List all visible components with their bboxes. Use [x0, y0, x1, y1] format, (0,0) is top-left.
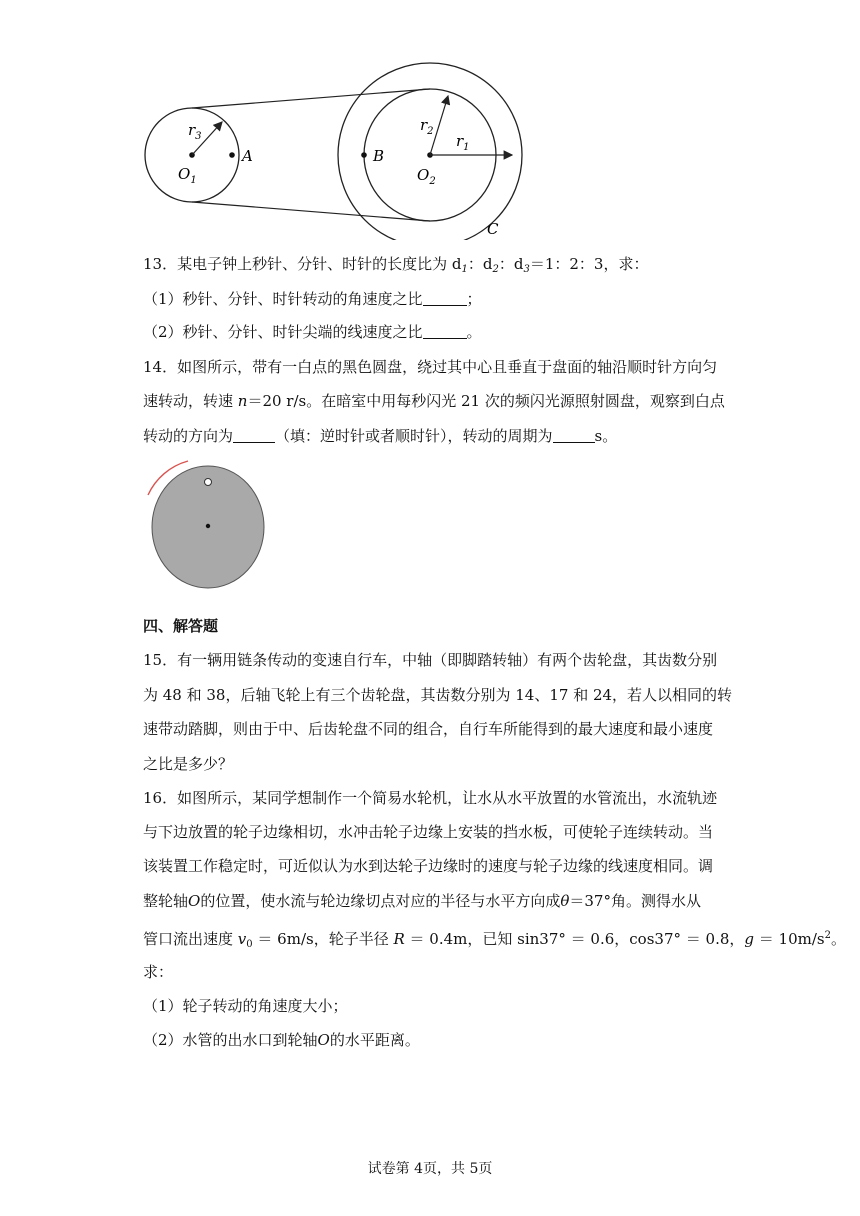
q16-l5a: 管口流出速度 — [143, 930, 238, 948]
q14-line3 — [143, 426, 733, 446]
answer-blank[interactable] — [423, 324, 467, 339]
q13-mid1: ：d — [467, 255, 493, 273]
q13-p2-text: （2）秒针、分针、时针尖端的线速度之比 — [143, 323, 423, 341]
section-heading: 四、解答题 — [143, 617, 219, 635]
q16-line3: 该装置工作稳定时，可近似认为水到达轮子边缘时的速度与轮子边缘的线速度相同。调 — [143, 857, 714, 875]
q13-tail: ＝1：2：3，求： — [529, 255, 649, 273]
q16-l5e: 。 — [830, 930, 846, 948]
q16-line4 — [143, 891, 733, 911]
q14-l2a: 速转动，转速 — [143, 392, 238, 410]
label-c: C — [487, 220, 499, 238]
belt-bottom — [192, 202, 430, 221]
q13-p1-text: （1）秒针、分针、时针转动的角速度之比 — [143, 290, 423, 308]
q13-mid2: ：d — [498, 255, 524, 273]
q14-l2b: ＝20 r/s。在暗室中用每秒闪光 21 次的频闪光源照射圆盘，观察到白点 — [247, 392, 725, 410]
q16-axis-o: O — [188, 892, 201, 910]
q16-v0: v — [237, 930, 247, 948]
q16-l5c: ＝ 0.4m，已知 sin37° ＝ 0.6，cos37° ＝ 0.8， — [404, 930, 745, 948]
q14-l3b: （填：逆时针或者顺时针），转动的周期为 — [275, 427, 553, 445]
disc-center — [206, 524, 210, 528]
answer-blank[interactable] — [233, 428, 275, 443]
q16-l4a: 整轮轴 — [143, 892, 189, 910]
q13-part2 — [143, 322, 733, 342]
q16-l5b: ＝ 6m/s，轮子半径 — [252, 930, 394, 948]
q13-p2-end: 。 — [466, 323, 482, 341]
q13-p1-end: ； — [466, 290, 482, 308]
q16-v0-sub: 0 — [246, 939, 253, 950]
q15-line3: 速带动踏脚，则由于中、后齿轮盘不同的组合，自行车所能得到的最大速度和最小速度 — [143, 720, 714, 738]
label-r3: $r_3$ — [188, 121, 202, 142]
q14-n: n — [237, 392, 248, 410]
label-r1: $r_1$ — [456, 132, 470, 153]
pulley-diagram — [130, 58, 530, 240]
q14-l3c: s。 — [594, 427, 618, 445]
q15-line2: 为 48 和 38，后轴飞轮上有三个齿轮盘，其齿数分别为 14、17 和 24，若人以相同的转 — [143, 686, 733, 704]
page-footer: 试卷第 4页，共 5页 — [367, 1161, 493, 1177]
q16-line6: 求： — [143, 963, 174, 981]
q16-r: R — [393, 930, 405, 948]
q13-d3-sub: 3 — [523, 264, 530, 275]
q14-line2 — [143, 391, 733, 411]
q16-l4b: 的位置，使水流与轮边缘切点对应的半径与水平方向成 — [200, 892, 561, 910]
white-dot — [205, 479, 212, 486]
belt-top — [192, 89, 430, 108]
q16-part1: （1）轮子转动的角速度大小； — [143, 997, 348, 1015]
q16-theta: θ — [560, 892, 570, 910]
q16-sup: 2 — [824, 930, 831, 941]
q16-line1: 16．如图所示，某同学想制作一个简易水轮机，让水从水平放置的水管流出，水流轨迹 — [143, 789, 718, 807]
q16-l5d: ＝ 10m/s — [754, 930, 825, 948]
q16-p2b: 的水平距离。 — [329, 1031, 420, 1049]
answer-blank[interactable] — [423, 291, 467, 306]
label-b: B — [373, 147, 385, 165]
q13-d2-sub: 2 — [492, 264, 499, 275]
q15-line1: 15．有一辆用链条传动的变速自行车，中轴（即脚踏转轴）有两个齿轮盘，其齿数分别 — [143, 651, 718, 669]
label-o2: $O_2$ — [417, 166, 436, 187]
point-a — [229, 152, 235, 158]
q16-p2-o: O — [317, 1031, 330, 1049]
q13-stem — [143, 254, 733, 280]
q13-text: 13．某电子钟上秒针、分针、时针的长度比为 d — [143, 255, 462, 273]
q13-d1-sub: 1 — [461, 264, 468, 275]
q16-p2a: （2）水管的出水口到轮轴 — [143, 1031, 318, 1049]
q13-part1 — [143, 289, 733, 309]
point-b — [361, 152, 367, 158]
answer-blank[interactable] — [553, 428, 595, 443]
q14-l3a: 转动的方向为 — [143, 427, 234, 445]
q16-line5 — [143, 926, 846, 955]
q16-l4c: ＝37°角。测得水从 — [569, 892, 701, 910]
rotating-disc-figure — [140, 455, 280, 595]
label-a: A — [242, 147, 253, 165]
label-o1: $O_1$ — [178, 165, 197, 186]
q16-line2: 与下边放置的轮子边缘相切，水冲击轮子边缘上安装的挡水板，可使轮子连续转动。当 — [143, 823, 714, 841]
q15-line4: 之比是多少？ — [143, 755, 234, 773]
label-r2: $r_2$ — [420, 116, 434, 137]
q16-part2 — [143, 1030, 733, 1050]
q16-g: g — [744, 930, 754, 948]
q14-line1: 14．如图所示，带有一白点的黑色圆盘，绕过其中心且垂直于盘面的轴沿顺时针方向匀 — [143, 358, 718, 376]
